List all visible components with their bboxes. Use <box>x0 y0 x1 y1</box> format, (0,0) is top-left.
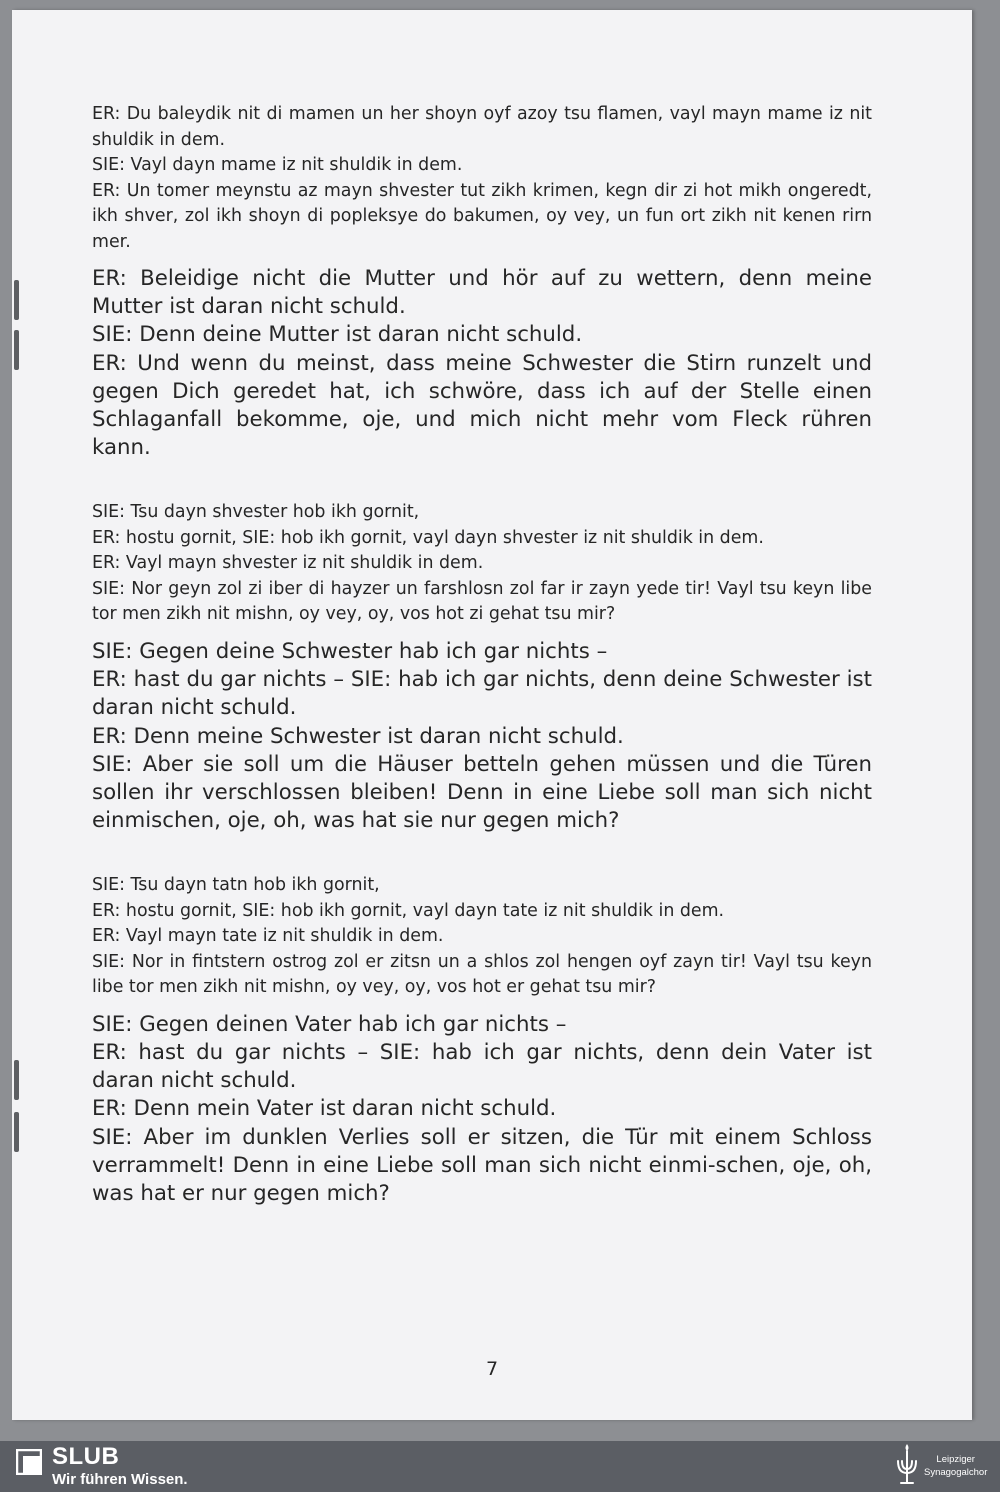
binding-mark <box>14 1112 19 1152</box>
lyric-line: ER: Beleidige nicht die Mutter und hör auf zu wettern, denn meine Mutter ist daran nicht schuld. <box>92 266 872 320</box>
library-name[interactable]: SLUB <box>52 1443 120 1470</box>
german-stanza-2 <box>92 638 872 835</box>
lyric-line: SIE: Aber sie soll um die Häuser betteln gehen müssen und die Türen sollen ihr verschlossen bleiben! Denn in eine Liebe soll man sich nicht einmischen, oje, oh, was hat sie nur gegen mich? <box>92 751 872 834</box>
lyric-line: SIE: Nor geyn zol zi iber di hayzer un farshlosn zol far ir zayn yede tir! Vayl tsu keyn libe tor men zikh nit mishn, oy vey, oy, vos hot zi gehat tsu mir? <box>92 578 872 625</box>
yiddish-stanza-2 <box>92 500 872 628</box>
german-stanza-3 <box>92 1011 872 1208</box>
lyric-line: ER: Du baleydik nit di mamen un her shoyn oyf azoy tsu flamen, vayl mayn mame iz nit shuldik in dem. <box>92 104 872 150</box>
lyric-line: ER: Und wenn du meinst, dass meine Schwester die Stirn runzelt und gegen Dich geredet hat, ich schwöre, dass ich auf der Stelle einen Schlaganfall bekomme, oje, und mich nicht mehr vom Fleck rühren kann. <box>92 350 872 461</box>
slub-logo-icon[interactable] <box>16 1449 42 1475</box>
choir-name <box>924 1453 987 1479</box>
lyric-line: ER: hast du gar nichts – SIE: hab ich gar nichts, denn deine Schwester ist daran nicht schuld. <box>92 667 872 721</box>
lyric-line: ER: hast du gar nichts – SIE: hab ich gar nichts, denn dein Vater ist daran nicht schuld. <box>92 1040 872 1094</box>
lyric-line: ER: Denn meine Schwester ist daran nicht schuld. <box>92 723 624 749</box>
choir-line-1: Leipziger <box>936 1454 975 1465</box>
german-stanza-1 <box>92 265 872 462</box>
yiddish-stanza-3 <box>92 873 872 1001</box>
lyric-line: ER: Un tomer meynstu az mayn shvester tut zikh krimen, kegn dir zi hot mikh ongeredt, ikh shver, zol ikh shoyn di popleksye do bakumen, oy vey, un fun ort zikh nit kenen rirn mer. <box>92 180 872 252</box>
lyric-line: ER: Vayl mayn tate iz nit shuldik in dem. <box>92 926 444 947</box>
lyric-line: SIE: Vayl dayn mame iz nit shuldik in dem. <box>92 155 463 175</box>
document-page <box>12 10 972 1420</box>
lyric-line: ER: hostu gornit, SIE: hob ikh gornit, vayl dayn shvester iz nit shuldik in dem. <box>92 527 764 548</box>
lyrics-text <box>92 102 872 1218</box>
page-number: 7 <box>485 1358 499 1380</box>
library-slogan: Wir führen Wissen. <box>52 1471 188 1488</box>
binding-mark <box>14 330 19 370</box>
lyric-line: SIE: Tsu dayn tatn hob ikh gornit, <box>92 875 380 896</box>
lyric-line: ER: Vayl mayn shvester iz nit shuldik in dem. <box>92 553 484 574</box>
lyric-line: SIE: Nor in fintstern ostrog zol er zitsn un a shlos zol hengen oyf zayn tir! Vayl tsu keyn libe tor men zikh nit mishn, oy vey, oy, vos hot er gehat tsu mir? <box>92 951 872 998</box>
lyric-line: SIE: Aber im dunklen Verlies soll er sitzen, die Tür mit einem Schloss verrammelt! Denn in eine Liebe soll man sich nicht einmi-schen, oje, oh, was hat er nur gegen mich? <box>92 1124 872 1207</box>
lyric-line: ER: Denn mein Vater ist daran nicht schuld. <box>92 1096 557 1122</box>
lyric-line: SIE: Tsu dayn shvester hob ikh gornit, <box>92 502 420 523</box>
choir-line-2: Synagogalchor <box>924 1467 988 1478</box>
yiddish-stanza-1 <box>92 102 872 255</box>
lyric-line: ER: hostu gornit, SIE: hob ikh gornit, vayl dayn tate iz nit shuldik in dem. <box>92 900 725 921</box>
lyric-line: SIE: Gegen deinen Vater hab ich gar nichts – <box>92 1011 567 1037</box>
footer-bar <box>0 1441 1000 1492</box>
menorah-icon <box>892 1443 922 1489</box>
binding-mark <box>14 1060 19 1100</box>
binding-mark <box>14 280 19 320</box>
lyric-line: SIE: Denn deine Mutter ist daran nicht schuld. <box>92 322 583 348</box>
lyric-line: SIE: Gegen deine Schwester hab ich gar nichts – <box>92 638 608 664</box>
